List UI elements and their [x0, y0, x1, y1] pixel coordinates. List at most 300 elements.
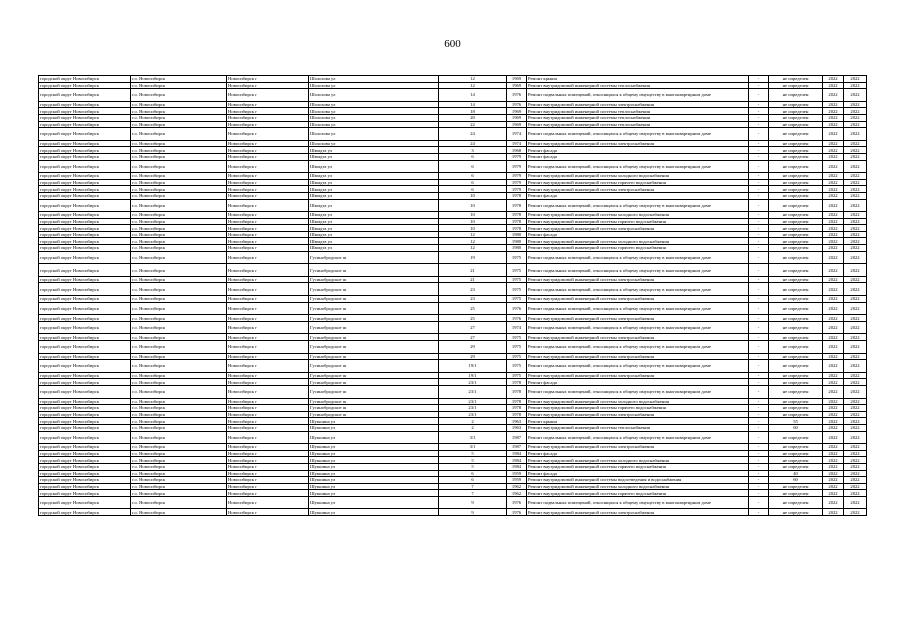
build-year-cell: 1984	[507, 457, 527, 464]
house-number-cell: 21	[439, 276, 507, 283]
placeholder-cell: -	[749, 76, 769, 83]
settlement-cell: г.о. Новосибирск	[131, 276, 227, 283]
build-year-cell: 1975	[507, 334, 527, 341]
district-cell: городской округ Новосибирск	[39, 405, 131, 412]
settlement-cell: г.о. Новосибирск	[131, 251, 227, 264]
house-number-cell: 5	[439, 463, 507, 470]
settlement-cell: г.о. Новосибирск	[131, 108, 227, 115]
street-cell: Гусинобродское ш	[309, 251, 439, 264]
work-type-cell: Ремонт крыши	[527, 76, 749, 83]
end-year-cell: 2022	[844, 251, 867, 264]
street-cell: Шолохова ул	[309, 128, 439, 141]
locality-cell: Новосибирск г	[227, 431, 309, 444]
start-year-cell: 2022	[823, 225, 844, 232]
placeholder-cell: -	[749, 431, 769, 444]
cost-cell: не определен	[769, 140, 823, 147]
start-year-cell: 2022	[823, 379, 844, 386]
district-cell: городской округ Новосибирск	[39, 450, 131, 457]
settlement-cell: г.о. Новосибирск	[131, 245, 227, 252]
settlement-cell: г.о. Новосибирск	[131, 405, 227, 412]
street-cell: Шмидта ул	[309, 179, 439, 186]
locality-cell: Новосибирск г	[227, 121, 309, 128]
house-number-cell: 6	[439, 153, 507, 160]
house-number-cell: 7	[439, 490, 507, 497]
house-number-cell: 19/1	[439, 360, 507, 373]
placeholder-cell: -	[749, 302, 769, 315]
cost-cell: не определен	[769, 450, 823, 457]
district-cell: городской округ Новосибирск	[39, 418, 131, 425]
locality-cell: Новосибирск г	[227, 245, 309, 252]
street-cell: Шукшина ул	[309, 490, 439, 497]
cost-cell: 60	[769, 424, 823, 431]
end-year-cell: 2022	[844, 121, 867, 128]
district-cell: городской округ Новосибирск	[39, 147, 131, 154]
district-cell: городской округ Новосибирск	[39, 490, 131, 497]
placeholder-cell: -	[749, 173, 769, 180]
settlement-cell: г.о. Новосибирск	[131, 147, 227, 154]
cost-cell: не определен	[769, 173, 823, 180]
end-year-cell: 2022	[844, 379, 867, 386]
table-row	[39, 372, 867, 379]
start-year-cell: 2022	[823, 276, 844, 283]
start-year-cell: 2022	[823, 186, 844, 193]
street-cell: Гусинобродское ш	[309, 360, 439, 373]
placeholder-cell: -	[749, 212, 769, 219]
end-year-cell: 2022	[844, 231, 867, 238]
start-year-cell: 2022	[823, 231, 844, 238]
district-cell: городской округ Новосибирск	[39, 231, 131, 238]
cost-cell: не определен	[769, 128, 823, 141]
district-cell: городской округ Новосибирск	[39, 372, 131, 379]
settlement-cell: г.о. Новосибирск	[131, 199, 227, 212]
build-year-cell: 1969	[507, 114, 527, 121]
locality-cell: Новосибирск г	[227, 89, 309, 102]
street-cell: Шукшина ул	[309, 477, 439, 484]
settlement-cell: г.о. Новосибирск	[131, 450, 227, 457]
street-cell: Шмидта ул	[309, 192, 439, 199]
locality-cell: Новосибирск г	[227, 424, 309, 431]
cost-cell: не определен	[769, 238, 823, 245]
settlement-cell: г.о. Новосибирск	[131, 231, 227, 238]
build-year-cell: 1969	[507, 121, 527, 128]
work-type-cell: Ремонт внутридомовой инженерной системы холодного водоснабжения	[527, 212, 749, 219]
settlement-cell: г.о. Новосибирск	[131, 321, 227, 334]
placeholder-cell: -	[749, 360, 769, 373]
work-type-cell: Ремонт внутридомовой инженерной системы водоотведения и водоснабжения	[527, 477, 749, 484]
district-cell: городской округ Новосибирск	[39, 385, 131, 398]
locality-cell: Новосибирск г	[227, 405, 309, 412]
build-year-cell: 1976	[507, 89, 527, 102]
street-cell: Шукшина ул	[309, 483, 439, 490]
work-type-cell: Ремонт фасада	[527, 147, 749, 154]
house-number-cell: 9	[439, 509, 507, 516]
start-year-cell: 2022	[823, 353, 844, 360]
table-row	[39, 353, 867, 360]
end-year-cell: 2022	[844, 424, 867, 431]
end-year-cell: 2022	[844, 353, 867, 360]
cost-cell: не определен	[769, 245, 823, 252]
build-year-cell: 1969	[507, 82, 527, 89]
work-type-cell: Ремонт фасада	[527, 153, 749, 160]
start-year-cell: 2022	[823, 483, 844, 490]
start-year-cell: 2022	[823, 372, 844, 379]
district-cell: городской округ Новосибирск	[39, 496, 131, 509]
district-cell: городской округ Новосибирск	[39, 283, 131, 296]
placeholder-cell: -	[749, 463, 769, 470]
work-type-cell: Ремонт подвальных помещений, относящихся к общему имуществу в многоквартирном доме	[527, 321, 749, 334]
street-cell: Шукшина ул	[309, 457, 439, 464]
start-year-cell: 2022	[823, 463, 844, 470]
end-year-cell: 2022	[844, 128, 867, 141]
start-year-cell: 2022	[823, 147, 844, 154]
settlement-cell: г.о. Новосибирск	[131, 411, 227, 418]
end-year-cell: 2022	[844, 321, 867, 334]
cost-cell: не определен	[769, 212, 823, 219]
placeholder-cell: -	[749, 89, 769, 102]
locality-cell: Новосибирск г	[227, 82, 309, 89]
district-cell: городской округ Новосибирск	[39, 353, 131, 360]
work-type-cell: Ремонт внутридомовой инженерной системы электроснабжения	[527, 186, 749, 193]
table-row	[39, 179, 867, 186]
district-cell: городской округ Новосибирск	[39, 225, 131, 232]
house-number-cell: 12	[439, 245, 507, 252]
house-number-cell: 10	[439, 199, 507, 212]
street-cell: Шмидта ул	[309, 173, 439, 180]
table-row	[39, 405, 867, 412]
street-cell: Гусинобродское ш	[309, 321, 439, 334]
locality-cell: Новосибирск г	[227, 101, 309, 108]
district-cell: городской округ Новосибирск	[39, 199, 131, 212]
cost-cell: не определен	[769, 199, 823, 212]
work-type-cell: Ремонт внутридомовой инженерной системы теплоснабжения	[527, 424, 749, 431]
locality-cell: Новосибирск г	[227, 444, 309, 451]
district-cell: городской округ Новосибирск	[39, 477, 131, 484]
house-number-cell: 23	[439, 296, 507, 303]
locality-cell: Новосибирск г	[227, 153, 309, 160]
street-cell: Шукшина ул	[309, 509, 439, 516]
start-year-cell: 2022	[823, 450, 844, 457]
start-year-cell: 2022	[823, 251, 844, 264]
settlement-cell: г.о. Новосибирск	[131, 101, 227, 108]
district-cell: городской округ Новосибирск	[39, 379, 131, 386]
end-year-cell: 2022	[844, 140, 867, 147]
district-cell: городской округ Новосибирск	[39, 82, 131, 89]
settlement-cell: г.о. Новосибирск	[131, 444, 227, 451]
house-number-cell: 25	[439, 315, 507, 322]
district-cell: городской округ Новосибирск	[39, 360, 131, 373]
settlement-cell: г.о. Новосибирск	[131, 114, 227, 121]
end-year-cell: 2022	[844, 264, 867, 277]
locality-cell: Новосибирск г	[227, 496, 309, 509]
start-year-cell: 2022	[823, 114, 844, 121]
start-year-cell: 2022	[823, 199, 844, 212]
district-cell: городской округ Новосибирск	[39, 276, 131, 283]
house-number-cell: 25	[439, 302, 507, 315]
start-year-cell: 2022	[823, 283, 844, 296]
street-cell: Шукшина ул	[309, 463, 439, 470]
work-type-cell: Ремонт внутридомовой инженерной системы электроснабжения	[527, 411, 749, 418]
house-number-cell: 10	[439, 225, 507, 232]
street-cell: Шукшина ул	[309, 418, 439, 425]
district-cell: городской округ Новосибирск	[39, 321, 131, 334]
work-type-cell: Ремонт внутридомовой инженерной системы холодного водоснабжения	[527, 483, 749, 490]
end-year-cell: 2022	[844, 218, 867, 225]
district-cell: городской округ Новосибирск	[39, 398, 131, 405]
cost-cell: не определен	[769, 444, 823, 451]
build-year-cell: 1978	[507, 225, 527, 232]
placeholder-cell: -	[749, 444, 769, 451]
locality-cell: Новосибирск г	[227, 296, 309, 303]
table-row	[39, 457, 867, 464]
start-year-cell: 2022	[823, 218, 844, 225]
placeholder-cell: -	[749, 457, 769, 464]
work-type-cell: Ремонт подвальных помещений, относящихся к общему имуществу в многоквартирном доме	[527, 302, 749, 315]
start-year-cell: 2022	[823, 405, 844, 412]
street-cell: Шолохова ул	[309, 114, 439, 121]
end-year-cell: 2022	[844, 315, 867, 322]
build-year-cell: 1975	[507, 353, 527, 360]
build-year-cell: 1979	[507, 179, 527, 186]
end-year-cell: 2022	[844, 225, 867, 232]
district-cell: городской округ Новосибирск	[39, 186, 131, 193]
start-year-cell: 2022	[823, 108, 844, 115]
work-type-cell: Ремонт подвальных помещений, относящихся к общему имуществу в многоквартирном доме	[527, 360, 749, 373]
cost-cell: не определен	[769, 353, 823, 360]
work-type-cell: Ремонт внутридомовой инженерной системы горячего водоснабжения	[527, 463, 749, 470]
build-year-cell: 1979	[507, 153, 527, 160]
cost-cell: не определен	[769, 411, 823, 418]
work-type-cell: Ремонт подвальных помещений, относящихся к общему имуществу в многоквартирном доме	[527, 264, 749, 277]
locality-cell: Новосибирск г	[227, 411, 309, 418]
start-year-cell: 2022	[823, 264, 844, 277]
build-year-cell: 1975	[507, 283, 527, 296]
settlement-cell: г.о. Новосибирск	[131, 463, 227, 470]
table-row	[39, 385, 867, 398]
locality-cell: Новосибирск г	[227, 315, 309, 322]
settlement-cell: г.о. Новосибирск	[131, 76, 227, 83]
table-row	[39, 463, 867, 470]
locality-cell: Новосибирск г	[227, 231, 309, 238]
house-number-cell: 14	[439, 101, 507, 108]
settlement-cell: г.о. Новосибирск	[131, 264, 227, 277]
end-year-cell: 2022	[844, 147, 867, 154]
house-number-cell: 5	[439, 450, 507, 457]
street-cell: Шукшина ул	[309, 496, 439, 509]
cost-cell: не определен	[769, 431, 823, 444]
district-cell: городской округ Новосибирск	[39, 89, 131, 102]
cost-cell: не определен	[769, 82, 823, 89]
street-cell: Шмидта ул	[309, 160, 439, 173]
build-year-cell: 1978	[507, 379, 527, 386]
cost-cell: не определен	[769, 218, 823, 225]
work-type-cell: Ремонт подвальных помещений, относящихся к общему имуществу в многоквартирном доме	[527, 341, 749, 354]
placeholder-cell: -	[749, 192, 769, 199]
table-row	[39, 212, 867, 219]
street-cell: Шмидта ул	[309, 147, 439, 154]
district-cell: городской округ Новосибирск	[39, 296, 131, 303]
cost-cell: не определен	[769, 147, 823, 154]
start-year-cell: 2022	[823, 424, 844, 431]
start-year-cell: 2022	[823, 509, 844, 516]
table-row	[39, 89, 867, 102]
placeholder-cell: -	[749, 82, 769, 89]
work-type-cell: Ремонт подвальных помещений, относящихся к общему имуществу в многоквартирном доме	[527, 385, 749, 398]
house-number-cell: 10	[439, 192, 507, 199]
street-cell: Гусинобродское ш	[309, 341, 439, 354]
house-number-cell: 19/1	[439, 372, 507, 379]
table-row	[39, 470, 867, 477]
house-number-cell: 3/1	[439, 431, 507, 444]
build-year-cell: 1969	[507, 108, 527, 115]
work-type-cell: Ремонт фасада	[527, 470, 749, 477]
build-year-cell: 1976	[507, 315, 527, 322]
placeholder-cell: -	[749, 450, 769, 457]
work-type-cell: Ремонт подвальных помещений, относящихся к общему имуществу в многоквартирном доме	[527, 251, 749, 264]
placeholder-cell: -	[749, 245, 769, 252]
start-year-cell: 2022	[823, 411, 844, 418]
locality-cell: Новосибирск г	[227, 483, 309, 490]
placeholder-cell: -	[749, 231, 769, 238]
cost-cell: не определен	[769, 457, 823, 464]
settlement-cell: г.о. Новосибирск	[131, 457, 227, 464]
work-type-cell: Ремонт внутридомовой инженерной системы электроснабжения	[527, 225, 749, 232]
work-type-cell: Ремонт внутридомовой инженерной системы теплоснабжения	[527, 82, 749, 89]
end-year-cell: 2022	[844, 385, 867, 398]
cost-cell: не определен	[769, 89, 823, 102]
house-number-cell: 7	[439, 483, 507, 490]
start-year-cell: 2022	[823, 470, 844, 477]
district-cell: городской округ Новосибирск	[39, 76, 131, 83]
work-type-cell: Ремонт внутридомовой инженерной системы горячего водоснабжения	[527, 245, 749, 252]
settlement-cell: г.о. Новосибирск	[131, 192, 227, 199]
build-year-cell: 1984	[507, 463, 527, 470]
table-row	[39, 490, 867, 497]
district-cell: городской округ Новосибирск	[39, 160, 131, 173]
end-year-cell: 2022	[844, 114, 867, 121]
start-year-cell: 2022	[823, 477, 844, 484]
locality-cell: Новосибирск г	[227, 360, 309, 373]
settlement-cell: г.о. Новосибирск	[131, 296, 227, 303]
settlement-cell: г.о. Новосибирск	[131, 121, 227, 128]
district-cell: городской округ Новосибирск	[39, 264, 131, 277]
settlement-cell: г.о. Новосибирск	[131, 173, 227, 180]
start-year-cell: 2022	[823, 302, 844, 315]
placeholder-cell: -	[749, 509, 769, 516]
cost-cell: не определен	[769, 251, 823, 264]
work-type-cell: Ремонт внутридомовой инженерной системы электроснабжения	[527, 444, 749, 451]
locality-cell: Новосибирск г	[227, 385, 309, 398]
end-year-cell: 2022	[844, 199, 867, 212]
locality-cell: Новосибирск г	[227, 470, 309, 477]
cost-cell: не определен	[769, 121, 823, 128]
work-type-cell: Ремонт фасада	[527, 450, 749, 457]
street-cell: Гусинобродское ш	[309, 276, 439, 283]
settlement-cell: г.о. Новосибирск	[131, 496, 227, 509]
street-cell: Шмидта ул	[309, 238, 439, 245]
build-year-cell: 1978	[507, 212, 527, 219]
street-cell: Гусинобродское ш	[309, 411, 439, 418]
placeholder-cell: -	[749, 418, 769, 425]
work-type-cell: Ремонт внутридомовой инженерной системы теплоснабжения	[527, 114, 749, 121]
end-year-cell: 2022	[844, 212, 867, 219]
cost-cell: 40	[769, 470, 823, 477]
street-cell: Гусинобродское ш	[309, 379, 439, 386]
work-type-cell: Ремонт внутридомовой инженерной системы холодного водоснабжения	[527, 398, 749, 405]
locality-cell: Новосибирск г	[227, 76, 309, 83]
build-year-cell: 1978	[507, 405, 527, 412]
street-cell: Гусинобродское ш	[309, 405, 439, 412]
table-row	[39, 186, 867, 193]
locality-cell: Новосибирск г	[227, 477, 309, 484]
table-row	[39, 225, 867, 232]
house-number-cell: 6	[439, 179, 507, 186]
table-row	[39, 264, 867, 277]
locality-cell: Новосибирск г	[227, 128, 309, 141]
settlement-cell: г.о. Новосибирск	[131, 128, 227, 141]
locality-cell: Новосибирск г	[227, 114, 309, 121]
house-number-cell: 6	[439, 477, 507, 484]
end-year-cell: 2022	[844, 496, 867, 509]
work-type-cell: Ремонт подвальных помещений, относящихся к общему имуществу в многоквартирном доме	[527, 283, 749, 296]
street-cell: Шмидта ул	[309, 199, 439, 212]
locality-cell: Новосибирск г	[227, 283, 309, 296]
build-year-cell: 1962	[507, 483, 527, 490]
cost-cell: не определен	[769, 321, 823, 334]
end-year-cell: 2022	[844, 160, 867, 173]
cost-cell: не определен	[769, 283, 823, 296]
locality-cell: Новосибирск г	[227, 160, 309, 173]
build-year-cell: 1976	[507, 302, 527, 315]
district-cell: городской округ Новосибирск	[39, 179, 131, 186]
table-row	[39, 245, 867, 252]
end-year-cell: 2022	[844, 444, 867, 451]
house-number-cell: 23/1	[439, 411, 507, 418]
table-row	[39, 128, 867, 141]
district-cell: городской округ Новосибирск	[39, 128, 131, 141]
cost-cell: не определен	[769, 302, 823, 315]
settlement-cell: г.о. Новосибирск	[131, 379, 227, 386]
locality-cell: Новосибирск г	[227, 398, 309, 405]
start-year-cell: 2022	[823, 128, 844, 141]
placeholder-cell: -	[749, 264, 769, 277]
cost-cell: не определен	[769, 231, 823, 238]
table-row	[39, 283, 867, 296]
end-year-cell: 2022	[844, 463, 867, 470]
street-cell: Шмидта ул	[309, 218, 439, 225]
build-year-cell: 1974	[507, 321, 527, 334]
district-cell: городской округ Новосибирск	[39, 108, 131, 115]
start-year-cell: 2022	[823, 160, 844, 173]
build-year-cell: 1975	[507, 264, 527, 277]
cost-cell: не определен	[769, 463, 823, 470]
cost-cell: не определен	[769, 483, 823, 490]
locality-cell: Новосибирск г	[227, 353, 309, 360]
work-type-cell: Ремонт подвальных помещений, относящихся к общему имуществу в многоквартирном доме	[527, 160, 749, 173]
district-cell: городской округ Новосибирск	[39, 509, 131, 516]
table-row	[39, 334, 867, 341]
cost-cell: не определен	[769, 186, 823, 193]
start-year-cell: 2022	[823, 360, 844, 373]
settlement-cell: г.о. Новосибирск	[131, 490, 227, 497]
end-year-cell: 2022	[844, 82, 867, 89]
start-year-cell: 2022	[823, 173, 844, 180]
cost-cell: не определен	[769, 496, 823, 509]
house-number-cell: 20	[439, 114, 507, 121]
placeholder-cell: -	[749, 490, 769, 497]
work-type-cell: Ремонт внутридомовой инженерной системы горячего водоснабжения	[527, 179, 749, 186]
placeholder-cell: -	[749, 321, 769, 334]
district-cell: городской округ Новосибирск	[39, 238, 131, 245]
